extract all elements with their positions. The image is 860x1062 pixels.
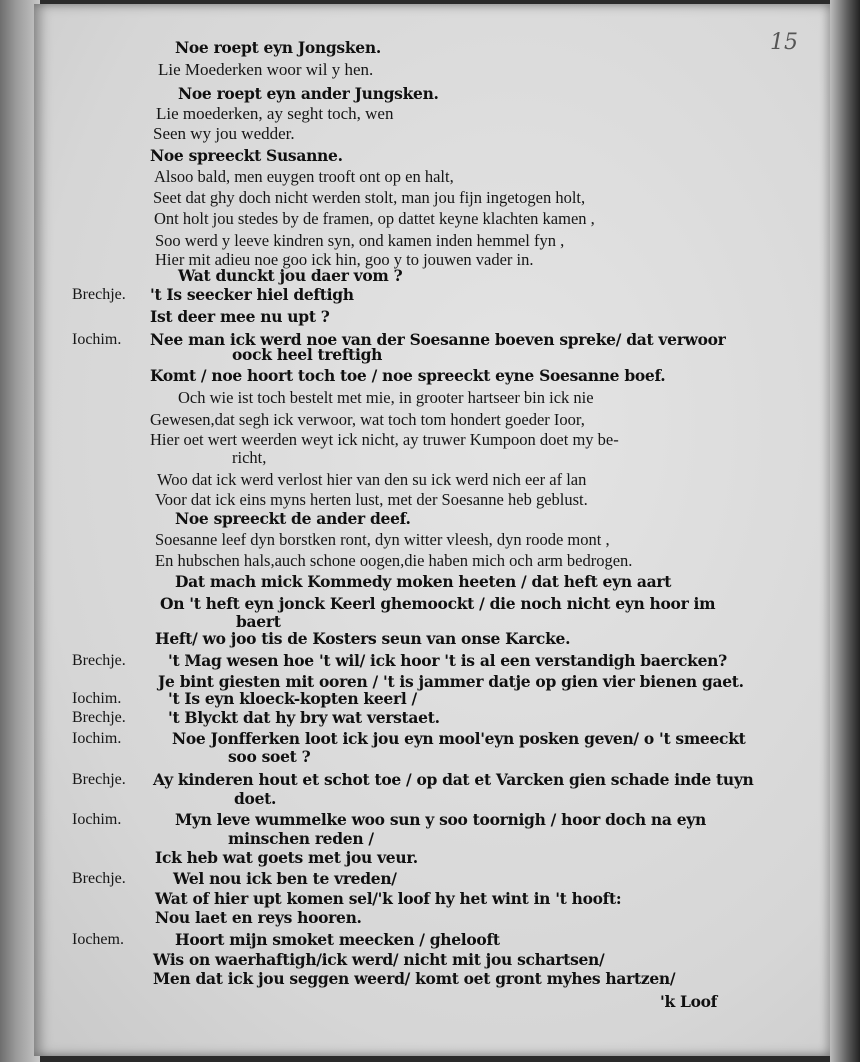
- text-line: Ick heb wat goets met jou veur.: [155, 848, 418, 867]
- text-line: 't Blyckt dat hy bry wat verstaet.: [168, 708, 440, 727]
- text-line: 't Is seecker hiel deftigh: [150, 285, 354, 304]
- text-line: richt,: [232, 448, 267, 467]
- text-line: Nou laet en reys hooren.: [155, 908, 362, 927]
- text-line: Lie moederken, ay seght toch, wen: [156, 104, 394, 123]
- text-line: Gewesen,dat segh ick verwoor, wat toch tom hondert goeder Ioor,: [150, 410, 585, 429]
- text-line: Soesanne leef dyn borstken ront, dyn witter vleesh, dyn roode mont ,: [155, 530, 610, 549]
- text-line: Noe roept eyn Jongsken.: [175, 38, 381, 57]
- text-line: Noe Jonfferken loot ick jou eyn mool'eyn posken geven/ o 't smeeckt: [172, 729, 746, 748]
- text-line: Noe spreeckt de ander deef.: [175, 509, 411, 528]
- text-line: Alsoo bald, men euygen trooft ont op en halt,: [154, 167, 454, 186]
- text-line: Dat mach mick Kommedy moken heeten / dat heft eyn aart: [175, 572, 672, 591]
- text-line: Seet dat ghy doch nicht werden stolt, man jou fijn ingetogen holt,: [153, 188, 586, 207]
- speaker-label: Iochem.: [72, 931, 124, 948]
- text-line: 'k Loof: [660, 992, 718, 1011]
- text-line: Seen wy jou wedder.: [153, 124, 295, 143]
- text-line: Och wie ist toch bestelt met mie, in grooter hartseer bin ick nie: [178, 388, 594, 407]
- speaker-label: Brechje.: [72, 286, 126, 303]
- text-line: Wis on waerhaftigh/ick werd/ nicht mit jou schartsen/: [153, 950, 605, 969]
- text-line: Ont holt jou stedes by de framen, op dattet keyne klachten kamen ,: [154, 209, 595, 228]
- text-line: Komt / noe hoort toch toe / noe spreeckt eyne Soesanne boef.: [150, 366, 666, 385]
- text-line: 't Mag wesen hoe 't wil/ ick hoor 't is al een verstandigh baercken?: [168, 651, 727, 670]
- speaker-label: Brechje.: [72, 870, 126, 887]
- text-line: Myn leve wummelke woo sun y soo toornigh / hoor doch na eyn: [175, 810, 706, 829]
- text-line: Voor dat ick eins myns herten lust, met der Soesanne heb geblust.: [155, 490, 588, 509]
- text-line: Woo dat ick werd verlost hier van den su ick werd nich eer af lan: [157, 470, 587, 489]
- text-line: Hier mit adieu noe goo ick hin, goo y to jouwen vader in.: [155, 250, 534, 269]
- text-line: Hier oet wert weerden weyt ick nicht, ay truwer Kumpoon doet my be-: [150, 430, 619, 449]
- text-line: Wat dunckt jou daer vom ?: [178, 266, 403, 285]
- text-line: Noe roept eyn ander Jungsken.: [178, 84, 439, 103]
- text-line: Lie Moederken woor wil y hen.: [158, 60, 374, 79]
- text-line: Soo werd y leeve kindren syn, ond kamen inden hemmel fyn ,: [155, 231, 565, 250]
- text-line: Hoort mijn smoket meecken / ghelooft: [175, 930, 500, 949]
- text-line: Heft/ wo joo tis de Kosters seun van onse Karcke.: [155, 629, 571, 648]
- speaker-label: Iochim.: [72, 811, 122, 828]
- text-line: baert: [236, 612, 281, 631]
- text-line: Je bint giesten mit ooren / 't is jammer datje op gien vier bienen gaet.: [158, 672, 744, 691]
- text-line: doet.: [234, 789, 277, 808]
- text-line: Wel nou ick ben te vreden/: [173, 869, 397, 888]
- speaker-label: Iochim.: [72, 730, 122, 747]
- text-line: En hubschen hals,auch schone oogen,die haben mich och arm bedrogen.: [155, 551, 633, 570]
- page-number: 15: [770, 30, 798, 55]
- speaker-label: Brechje.: [72, 709, 126, 726]
- text-line: Nee man ick werd noe van der Soesanne boeven spreke/ dat verwoor: [150, 330, 726, 349]
- text-line: Ist deer mee nu upt ?: [150, 307, 330, 326]
- text-line: minschen reden /: [228, 829, 374, 848]
- text-line: soo soet ?: [228, 747, 311, 766]
- speaker-label: Iochim.: [72, 690, 122, 707]
- text-line: Noe spreeckt Susanne.: [150, 146, 343, 165]
- speaker-label: Brechje.: [72, 652, 126, 669]
- speaker-label: Iochim.: [72, 331, 122, 348]
- text-line: oock heel treftigh: [232, 345, 383, 364]
- page-edge: [830, 0, 860, 1062]
- text-line: 't Is eyn kloeck-kopten keerl /: [168, 689, 417, 708]
- text-line: On 't heft eyn jonck Keerl ghemoockt / die noch nicht eyn hoor im: [160, 594, 716, 613]
- text-line: Men dat ick jou seggen weerd/ komt oet gront myhes hartzen/: [153, 969, 676, 988]
- speaker-label: Brechje.: [72, 771, 126, 788]
- text-line: Ay kinderen hout et schot toe / op dat et Varcken gien schade inde tuyn: [153, 770, 754, 789]
- text-line: Wat of hier upt komen sel/'k loof hy het wint in 't hooft:: [155, 889, 622, 908]
